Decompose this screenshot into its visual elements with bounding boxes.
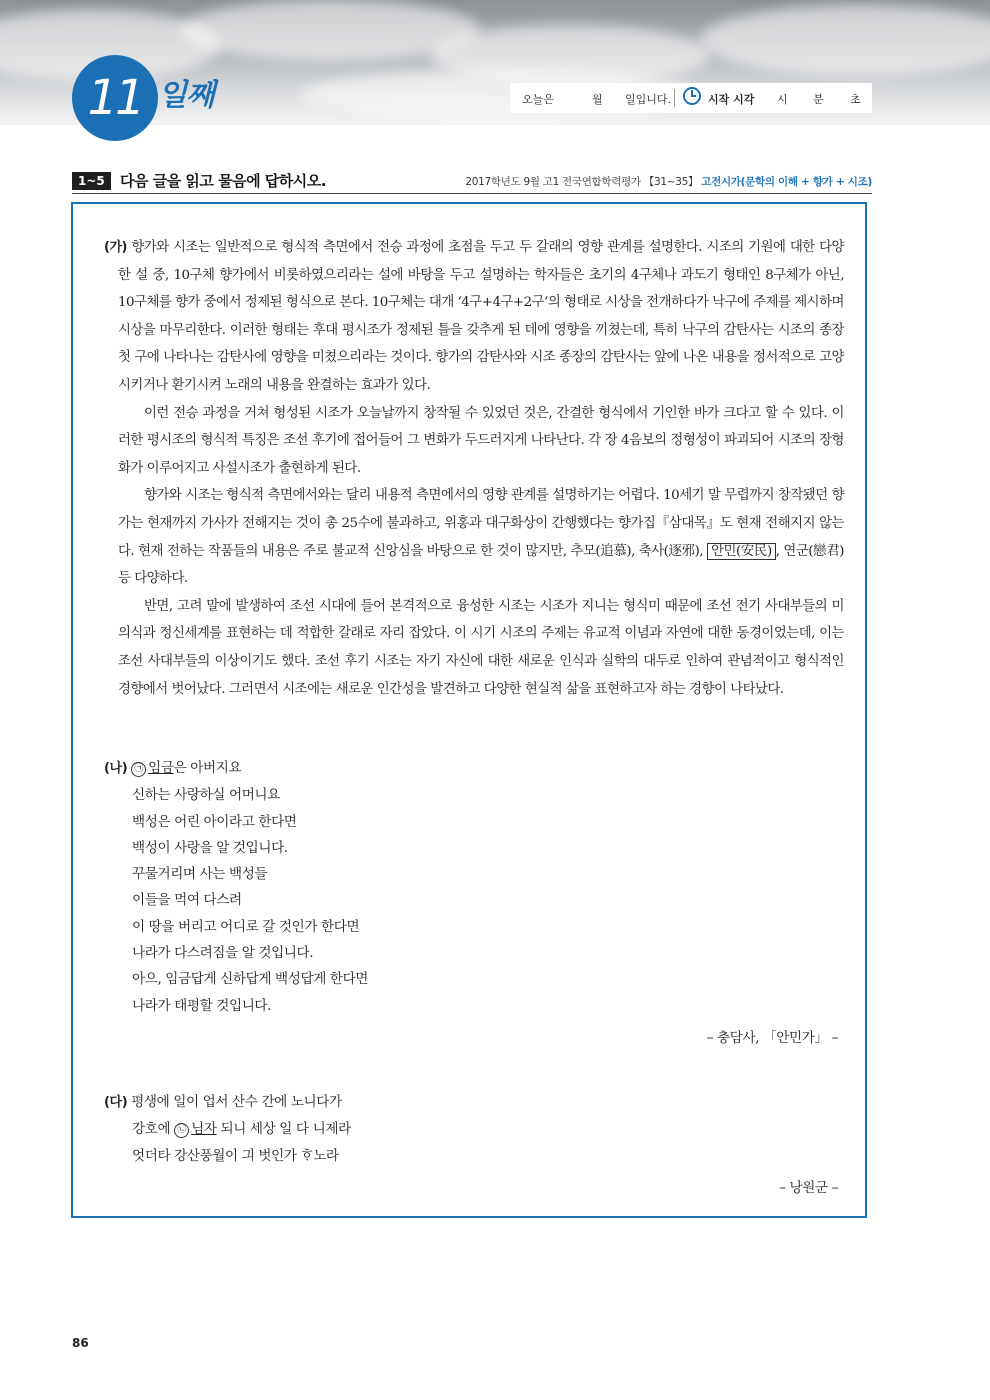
poem-line: 백성이 사랑을 알 것입니다. (132, 839, 288, 856)
start-time-label: 시작 시각 (708, 93, 755, 106)
source-text: 2017학년도 9월 고1 전국연합학력평가 【31~35】 (465, 176, 699, 188)
poem-line (104, 755, 368, 782)
day-word: 일째 (158, 78, 214, 113)
minute-label: 분 (813, 93, 824, 106)
attribution: – 충담사, 「안민가」 – (706, 1030, 838, 1046)
underlined-word: 님자 (191, 1121, 217, 1138)
study-record-bar (510, 83, 872, 113)
paragraph-text: 향가와 시조는 형식적 측면에서와는 달리 내용적 측면에서의 영향 관계를 설명하기는 어렵다. 10세기 말 무렵까지 창작됐던 향가는 현재까지 가사가 전해지는 것이 총 25수에 불과하고, 위홍과 대구화상이 간행했다는 향가집『삼대목』도 현재 전해지지 않는다. 현재 전하는 작품들의 내용은 주로 불교적 신앙심을 바탕으로 한 것이 많지만, 추모(追慕), 축사(逐邪), (118, 488, 844, 559)
passage-marker: (나) (104, 761, 128, 776)
paragraph (104, 234, 844, 400)
poem-line: 나라가 태평할 것입니다. (132, 997, 272, 1014)
poem-text: 강호에 (132, 1121, 171, 1138)
boxed-term: 안민(安民) (707, 543, 776, 560)
day-number-badge (72, 55, 158, 141)
poem-line: 이들을 먹여 다스려 (132, 892, 242, 909)
poem-line: 아으, 임금답게 신하답게 백성답게 한다면 (132, 971, 369, 988)
attribution: – 낭원군 – (779, 1180, 838, 1196)
poem-text: 평생에 일이 업서 산수 간에 노니다가 (131, 1094, 342, 1110)
date-label: 일입니다. (625, 93, 672, 106)
passage-ga (104, 234, 844, 703)
poem-line (104, 1116, 351, 1142)
poem-line: 신하는 사랑하실 어머니요 (132, 787, 280, 804)
today-label: 오늘은 (522, 93, 554, 106)
circled-label: ㉠ (131, 762, 146, 777)
question-source (465, 174, 872, 189)
passage-marker: (다) (104, 1095, 128, 1110)
paragraph (104, 482, 844, 592)
cloud-decoration (700, 5, 990, 75)
month-label: 월 (592, 93, 603, 106)
question-range: 1~5 (72, 172, 111, 190)
header-rule (72, 193, 872, 194)
poem-line: 엇더타 강산풍월이 긔 벗인가 ᄒᆞ노라 (132, 1147, 339, 1164)
poem-line: 나라가 다스려짐을 알 것입니다. (132, 945, 314, 962)
divider (674, 89, 675, 107)
circled-label: ㉡ (174, 1123, 189, 1138)
passage-da (104, 1089, 351, 1169)
paragraph: 이런 전승 과정을 거쳐 형성된 시조가 오늘날까지 창작될 수 있었던 것은, 간결한 형식에서 기인한 바가 크다고 할 수 있다. 이러한 평시조의 형식적 특징은 조선 후기에 접어들어 그 변화가 두드러지게 나타난다. 각 장 4음보의 정형성이 파괴되어 시조의 장형화가 이루어지고 사설시조가 출현하게 된다. (118, 405, 844, 476)
paragraph-text: , 연군(戀君) 등 다양하다. (118, 543, 844, 587)
hour-label: 시 (777, 93, 788, 106)
question-instruction: 다음 글을 읽고 물음에 답하시오. (120, 172, 326, 190)
poem-line: 이 땅을 버리고 어디로 갈 것인가 한다면 (132, 918, 360, 935)
source-category: 고전시가(문학의 이해 + 향가 + 시조) (701, 176, 872, 188)
page-number: 86 (72, 1336, 89, 1350)
poem-text: 은 아버지요 (173, 760, 242, 776)
clock-icon (683, 87, 701, 105)
underlined-word: 임금 (148, 760, 174, 776)
poem-line (104, 1089, 351, 1116)
poem-line: 백성은 어린 아이라고 한다면 (132, 813, 297, 830)
poem-line: 꾸물거리며 사는 백성들 (132, 866, 268, 883)
passage-marker: (가) (104, 240, 127, 255)
paragraph-text: 향가와 시조는 일반적으로 형식적 측면에서 전승 과정에 초점을 두고 두 갈래의 영향 관계를 설명한다. 시조의 기원에 대한 다양한 설 중, 10구체 향가에서 비롯하였으리라는 설에 바탕을 두고 설명하는 학자들은 초기의 4구체나 과도기 형태인 8구체가 아닌, 10구체를 향가 중에서 정제된 형식으로 본다. 10구체는 대개 ‘4구+4구+2구’의 형태로 시상을 전개하다가 낙구에 주제를 제시하며 시상을 마무리한다. 이러한 형태는 후대 평시조가 정제된 틀을 갖추게 된 데에 영향을 끼쳤는데, 특히 낙구의 감탄사는 시조의 종장 첫 구에 나타나는 감탄사에 영향을 미쳤으리라는 것이다. 향가의 감탄사와 시조 종장의 감탄사는 앞에 나온 내용을 정서적으로 고양시키거나 환기시켜 노래의 내용을 완결하는 효과가 있다. (118, 240, 844, 393)
second-label: 초 (850, 93, 861, 106)
passage-na (104, 755, 368, 1019)
paragraph: 반면, 고려 말에 발생하여 조선 시대에 들어 본격적으로 융성한 시조는 시조가 지니는 형식미 때문에 조선 전기 사대부들의 미의식과 정신세계를 표현하는 데 적합한 갈래로 자리 잡았다. 이 시기 시조의 주제는 유교적 이념과 자연에 대한 동경이었는데, 이는 조선 사대부들의 이상이기도 했다. 조선 후기 시조는 자기 자신에 대한 새로운 인식과 실학의 대두로 인하여 관념적이고 형식적인 경향에서 벗어났다. 그러면서 시조에는 새로운 인간성을 발견하고 다양한 현실적 삶을 표현하고자 하는 경향이 나타났다. (118, 598, 844, 697)
question-header (72, 170, 872, 192)
poem-text: 되니 세상 일 다 니제라 (220, 1121, 351, 1138)
day-number: 11 (87, 70, 143, 126)
